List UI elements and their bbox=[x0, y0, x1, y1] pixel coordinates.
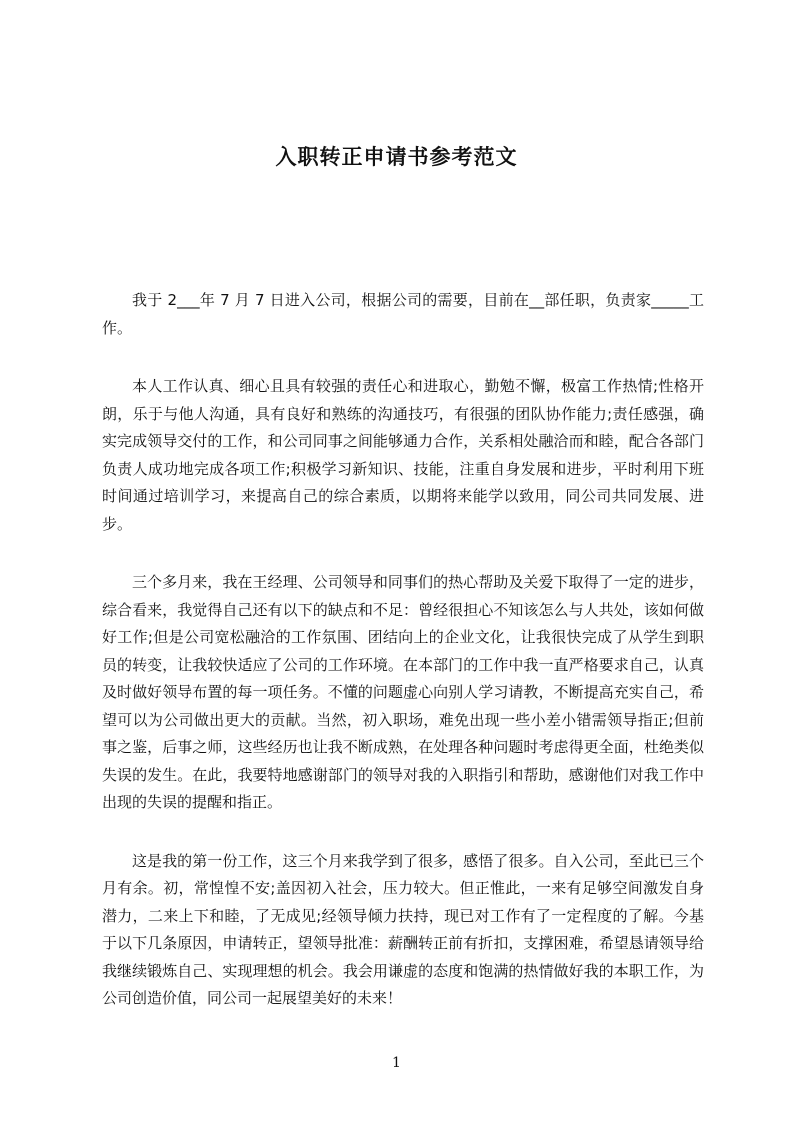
paragraph-intro: 我于 2___年 7 月 7 日进入公司，根据公司的需要，目前在__部任职，负责家_____工作。 bbox=[102, 291, 704, 337]
document-body bbox=[102, 287, 704, 1044]
document-title: 入职转正申请书参考范文 bbox=[275, 145, 518, 169]
paragraph-self-assessment: 本人工作认真、细心且具有较强的责任心和进取心，勤勉不懈，极富工作热情;性格开朗，乐于与他人沟通，具有良好和熟练的沟通技巧，有很强的团队协作能力;责任感强，确实完成领导交付的工作，和公司同事之间能够通力合作，关系相处融洽而和睦，配合各部门负责人成功地完成各项工作;积极学习新知识、技能，注重自身发展和进步，平时利用下班时间通过培训学习，来提高自己的综合素质，以期将来能学以致用，同公司共同发展、进步。 bbox=[102, 377, 704, 533]
paragraph-progress: 三个多月来，我在王经理、公司领导和同事们的热心帮助及关爱下取得了一定的进步，综合看来，我觉得自己还有以下的缺点和不足：曾经很担心不知该怎么与人共处，该如何做好工作;但是公司宽松融洽的工作氛围、团结向上的企业文化，让我很快完成了从学生到职员的转变，让我较快适应了公司的工作环境。在本部门的工作中我一直严格要求自己，认真及时做好领导布置的每一项任务。不懂的问题虚心向别人学习请教，不断提高充实自己，希望可以为公司做出更大的贡献。当然，初入职场，难免出现一些小差小错需领导指正;但前事之鉴，后事之师，这些经历也让我不断成熟，在处理各种问题时考虑得更全面，杜绝类似失误的发生。在此，我要特地感谢部门的领导对我的入职指引和帮助，感谢他们对我工作中出现的失误的提醒和指正。 bbox=[102, 573, 704, 811]
page-number: 1 bbox=[392, 1055, 401, 1071]
paragraph-request: 这是我的第一份工作，这三个月来我学到了很多，感悟了很多。自入公司，至此已三个月有余。初，常惶惶不安;盖因初入社会，压力较大。但正惟此，一来有足够空间激发自身潜力，二来上下和睦，了无成见;经领导倾力扶持，现已对工作有了一定程度的了解。今基于以下几条原因，申请转正，望领导批准：薪酬转正前有折扣，支撑困难，希望恳请领导给我继续锻炼自己、实现理想的机会。我会用谦虚的态度和饱满的热情做好我的本职工作，为公司创造价值，同公司一起展望美好的未来！ bbox=[102, 851, 704, 1007]
